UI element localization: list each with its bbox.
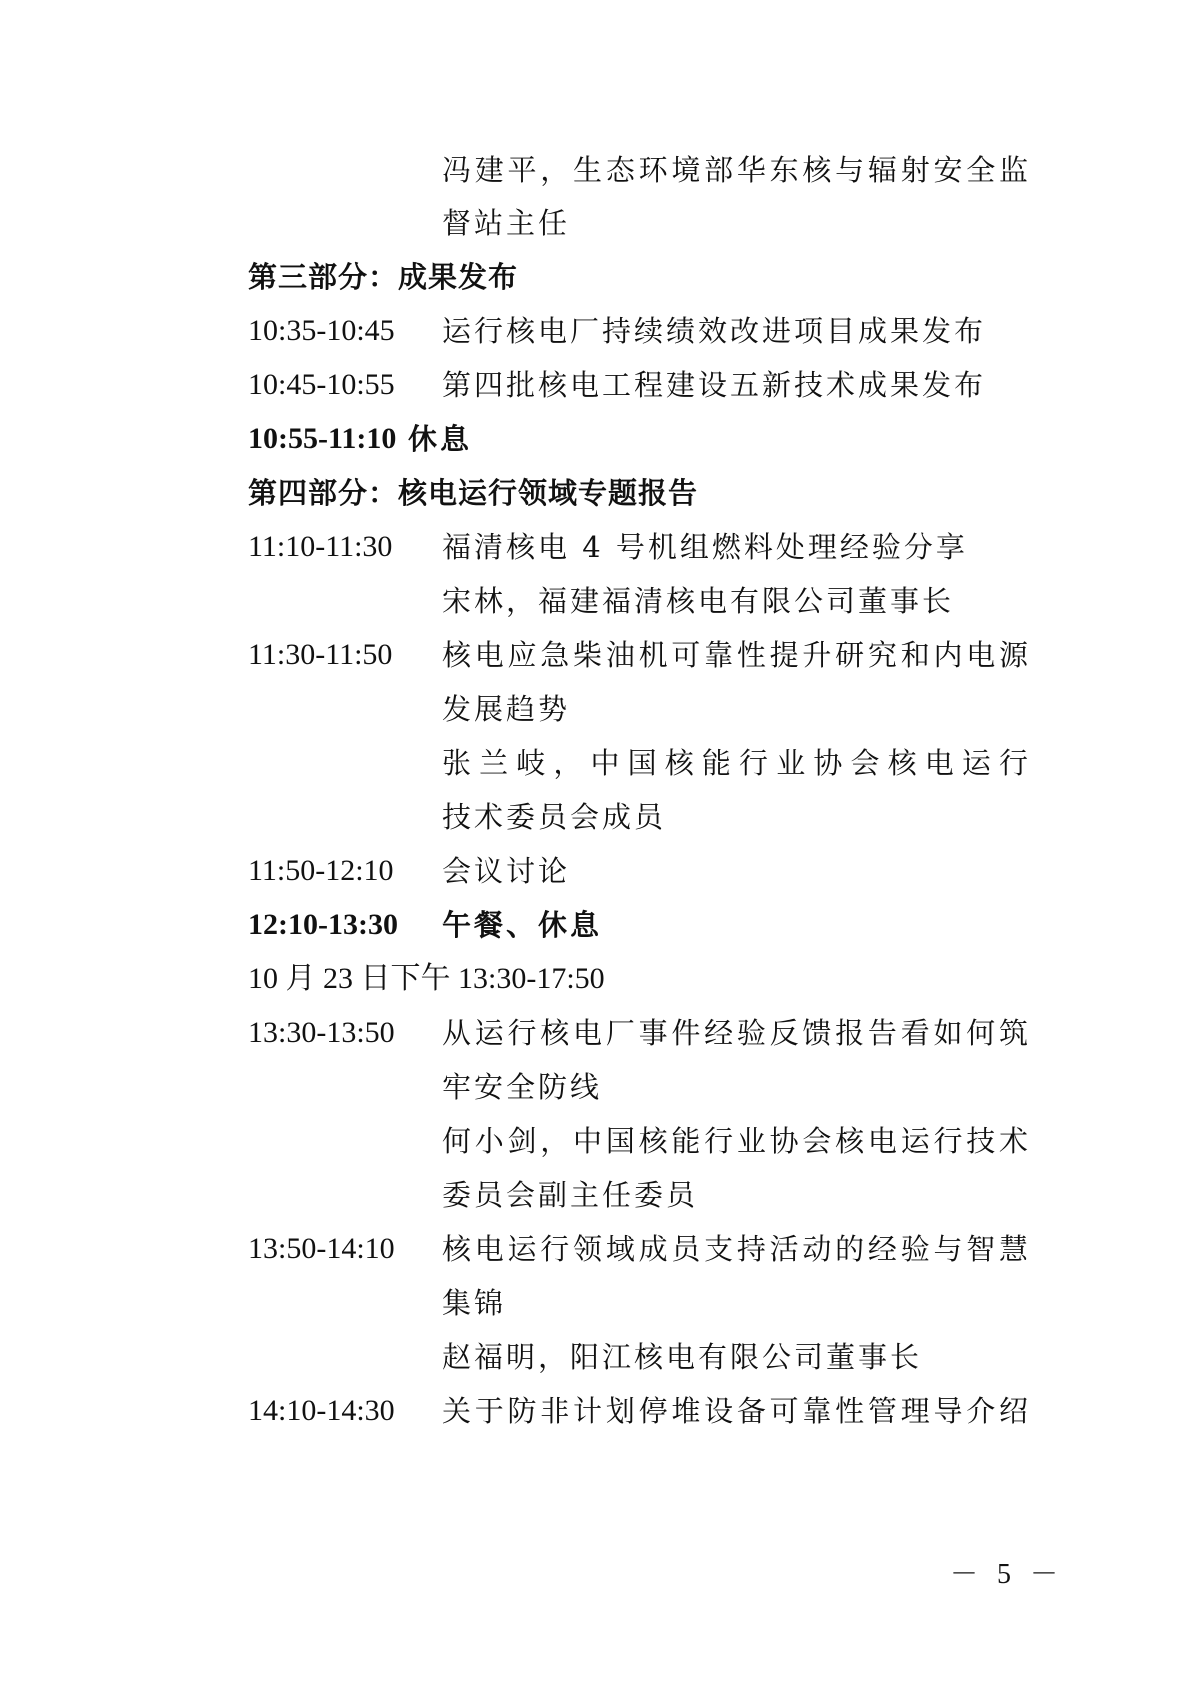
agenda-text: 午餐、休息 <box>442 908 603 942</box>
agenda-text: 发展趋势 <box>442 692 571 726</box>
time-slot: 10:55-11:10 <box>248 422 397 455</box>
agenda-line <box>248 1067 1028 1107</box>
agenda-text: 关于防非计划停堆设备可靠性管理导介绍 <box>442 1394 1028 1428</box>
agenda-line <box>248 797 1028 837</box>
time-slot: 11:50-12:10 <box>248 854 394 887</box>
section-heading: 第四部分：核电运行领域专题报告 <box>248 476 699 510</box>
speaker-text: 冯建平，生态环境部华东核与辐射安全监 <box>442 153 1028 187</box>
agenda-line <box>248 150 1028 190</box>
agenda-text: 休息 <box>408 422 473 456</box>
agenda-text: 福清核电 4 号机组燃料处理经验分享 <box>442 530 968 564</box>
date-heading: 10 月 23 日下午 13:30-17:50 <box>248 962 605 995</box>
speaker-text: 赵福明，阳江核电有限公司董事长 <box>442 1340 923 1374</box>
agenda-line <box>248 581 1028 621</box>
agenda-line <box>248 635 1028 675</box>
time-slot: 14:10-14:30 <box>248 1394 395 1427</box>
agenda-text: 集锦 <box>442 1286 507 1320</box>
section-heading: 第三部分：成果发布 <box>248 260 519 294</box>
agenda-line <box>248 1229 1028 1269</box>
agenda-line <box>248 1121 1028 1161</box>
speaker-text: 督站主任 <box>442 206 571 240</box>
agenda-line <box>248 743 1028 783</box>
agenda-line <box>248 311 1028 351</box>
agenda-text: 第四批核电工程建设五新技术成果发布 <box>442 368 987 402</box>
agenda-text: 核电应急柴油机可靠性提升研究和内电源 <box>442 638 1028 672</box>
agenda-line <box>248 689 1028 729</box>
agenda-line <box>248 365 1028 405</box>
agenda-line <box>248 1337 1028 1377</box>
agenda-text: 会议讨论 <box>442 854 571 888</box>
agenda-text: 核电运行领域成员支持活动的经验与智慧 <box>442 1232 1028 1266</box>
agenda-line <box>248 1391 1028 1431</box>
page-number: － 5 － <box>950 1559 1065 1590</box>
agenda-text: 从运行核电厂事件经验反馈报告看如何筑 <box>442 1016 1028 1050</box>
agenda-line <box>248 1175 1028 1215</box>
speaker-text: 委员会副主任委员 <box>442 1178 699 1212</box>
agenda-line <box>248 527 1028 567</box>
time-slot: 10:35-10:45 <box>248 314 395 347</box>
break-line <box>248 905 1028 945</box>
time-slot: 10:45-10:55 <box>248 368 395 401</box>
agenda-line <box>248 1283 1028 1323</box>
agenda-text: 运行核电厂持续绩效改进项目成果发布 <box>442 314 987 348</box>
agenda-line <box>248 203 1028 243</box>
speaker-text: 宋林，福建福清核电有限公司董事长 <box>442 584 955 618</box>
time-slot: 11:10-11:30 <box>248 530 393 563</box>
time-slot: 11:30-11:50 <box>248 638 393 671</box>
agenda-text: 牢安全防线 <box>442 1070 603 1104</box>
speaker-text: 张兰岐，中国核能行业协会核电运行 <box>442 746 1028 780</box>
break-line <box>248 419 1028 459</box>
agenda-line <box>248 851 1028 891</box>
time-slot: 12:10-13:30 <box>248 908 398 941</box>
agenda-line <box>248 1013 1028 1053</box>
speaker-text: 何小剑，中国核能行业协会核电运行技术 <box>442 1124 1028 1158</box>
time-slot: 13:50-14:10 <box>248 1232 395 1265</box>
time-slot: 13:30-13:50 <box>248 1016 395 1049</box>
speaker-text: 技术委员会成员 <box>442 800 667 834</box>
